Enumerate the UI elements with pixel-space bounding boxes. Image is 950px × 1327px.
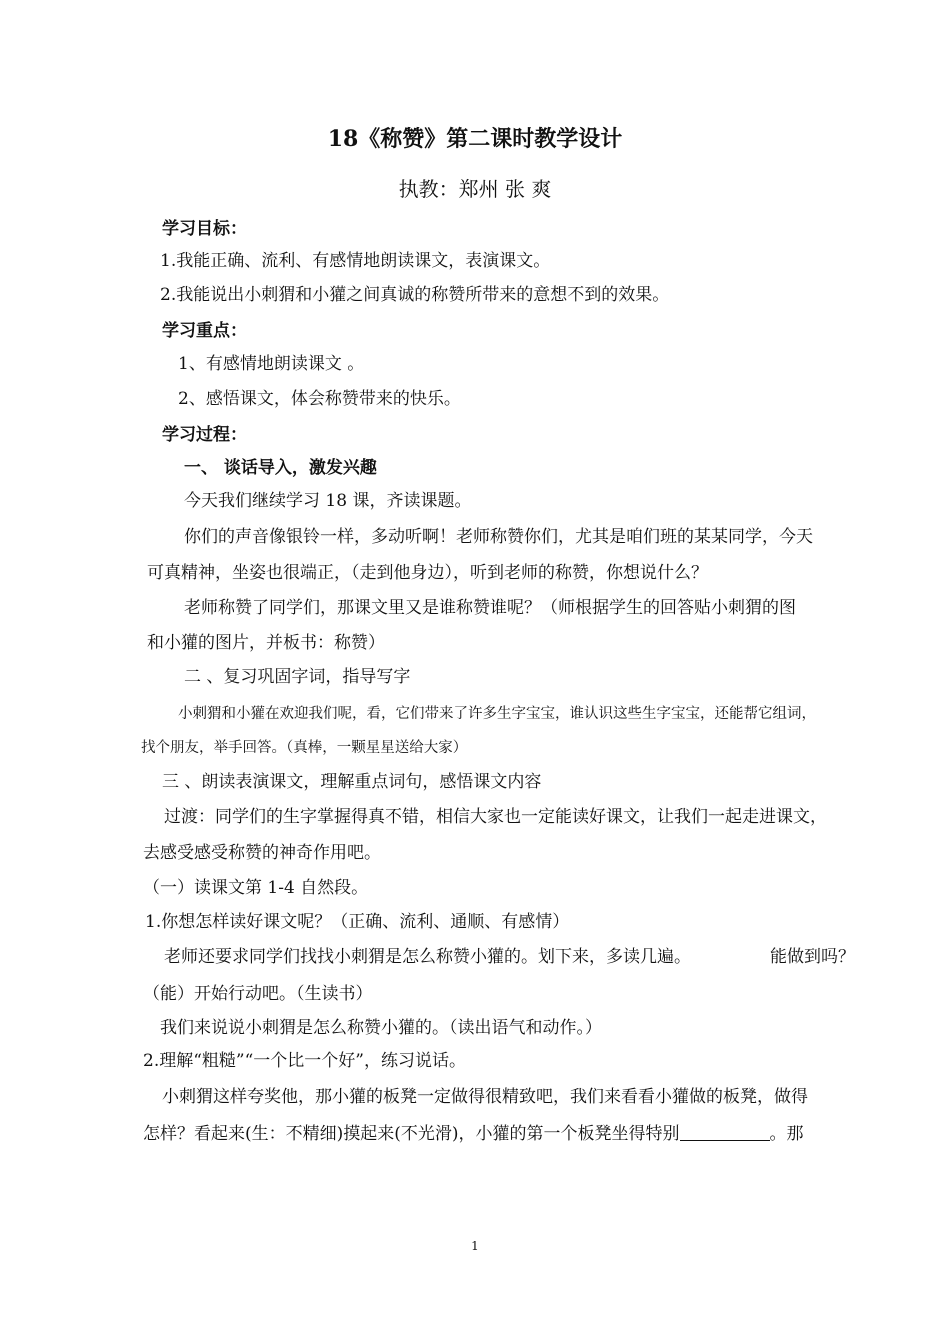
fill-in-blank <box>680 1124 770 1141</box>
question-2-paragraph-line-2 <box>143 1123 804 1145</box>
section3-transition-line-1: 过渡：同学们的生字掌握得真不错，相信大家也一定能读好课文，让我们一起走进课文， <box>164 807 827 827</box>
document-title: 18《称赞》第二课时教学设计 <box>327 126 623 152</box>
question-2-paragraph-line-2a: 怎样？看起来(生：不精细)摸起来(不光滑)，小獾的第一个板凳坐得特别 <box>143 1124 680 1144</box>
section2-heading: 二 、复习巩固字词，指导写字 <box>184 667 411 687</box>
section3-subheading-1: （一）读课文第 1-4 自然段。 <box>143 878 369 898</box>
section1-paragraph-2-line-1: 你们的声音像银铃一样，多动听啊！老师称赞你们，尤其是咱们班的某某同学，今天 <box>184 527 813 547</box>
section1-heading: 一、 谈话导入，激发兴趣 <box>184 458 377 478</box>
question-1-paragraph-2: 我们来说说小刺猬是怎么称赞小獾的。（读出语气和动作。） <box>160 1018 602 1038</box>
keypoints-heading: 学习重点： <box>162 321 247 341</box>
page-number: 1 <box>471 1239 479 1253</box>
process-heading: 学习过程： <box>162 425 247 445</box>
question-2-paragraph-line-2b: 。那 <box>769 1124 804 1144</box>
question-2-paragraph-line-1: 小刺猬这样夸奖他，那小獾的板凳一定做得很精致吧，我们来看看小獾做的板凳，做得 <box>162 1087 808 1107</box>
section3-transition-line-2: 去感受感受称赞的神奇作用吧。 <box>143 843 381 863</box>
keypoint-item-2: 2、感悟课文，体会称赞带来的快乐。 <box>178 389 461 409</box>
objective-item-2: 2.我能说出小刺猬和小獾之间真诚的称赞所带来的意想不到的效果。 <box>160 285 670 305</box>
question-1-paragraph-1-line-1b: 能做到吗？ <box>770 947 855 967</box>
section1-paragraph-3-line-1: 老师称赞了同学们，那课文里又是谁称赞谁呢？（师根据学生的回答贴小刺猬的图 <box>184 598 796 618</box>
objectives-heading: 学习目标： <box>162 219 247 239</box>
objective-item-1: 1.我能正确、流利、有感情地朗读课文，表演课文。 <box>160 251 551 271</box>
question-1-paragraph-1-line-2: （能）开始行动吧。（生读书） <box>143 984 373 1004</box>
section1-paragraph-3-line-2: 和小獾的图片，并板书：称赞） <box>147 633 385 653</box>
section3-heading: 三 、朗读表演课文，理解重点词句，感悟课文内容 <box>162 772 542 792</box>
section2-paragraph-line-1: 小刺猬和小獾在欢迎我们呢，看，它们带来了许多生字宝宝，谁认识这些生字宝宝，还能帮它组词， <box>178 706 816 722</box>
section1-paragraph-1: 今天我们继续学习 18 课，齐读课题。 <box>184 491 472 511</box>
keypoint-item-1: 1、有感情地朗读课文 。 <box>178 354 365 374</box>
author-line: 执教：郑州 张 爽 <box>398 177 552 201</box>
question-1-paragraph-1-line-1a: 老师还要求同学们找找小刺猬是怎么称赞小獾的。划下来，多读几遍。 <box>164 947 691 967</box>
section2-paragraph-line-2: 找个朋友，举手回答。（真棒，一颗星星送给大家） <box>141 740 468 756</box>
section1-paragraph-2-line-2: 可真精神，坐姿也很端正，（走到他身边），听到老师的称赞，你想说什么？ <box>147 563 708 583</box>
question-2: 2.理解“粗糙”“一个比一个好”，练习说话。 <box>143 1051 466 1071</box>
question-1: 1.你想怎样读好课文呢？（正确、流利、通顺、有感情） <box>145 912 570 932</box>
